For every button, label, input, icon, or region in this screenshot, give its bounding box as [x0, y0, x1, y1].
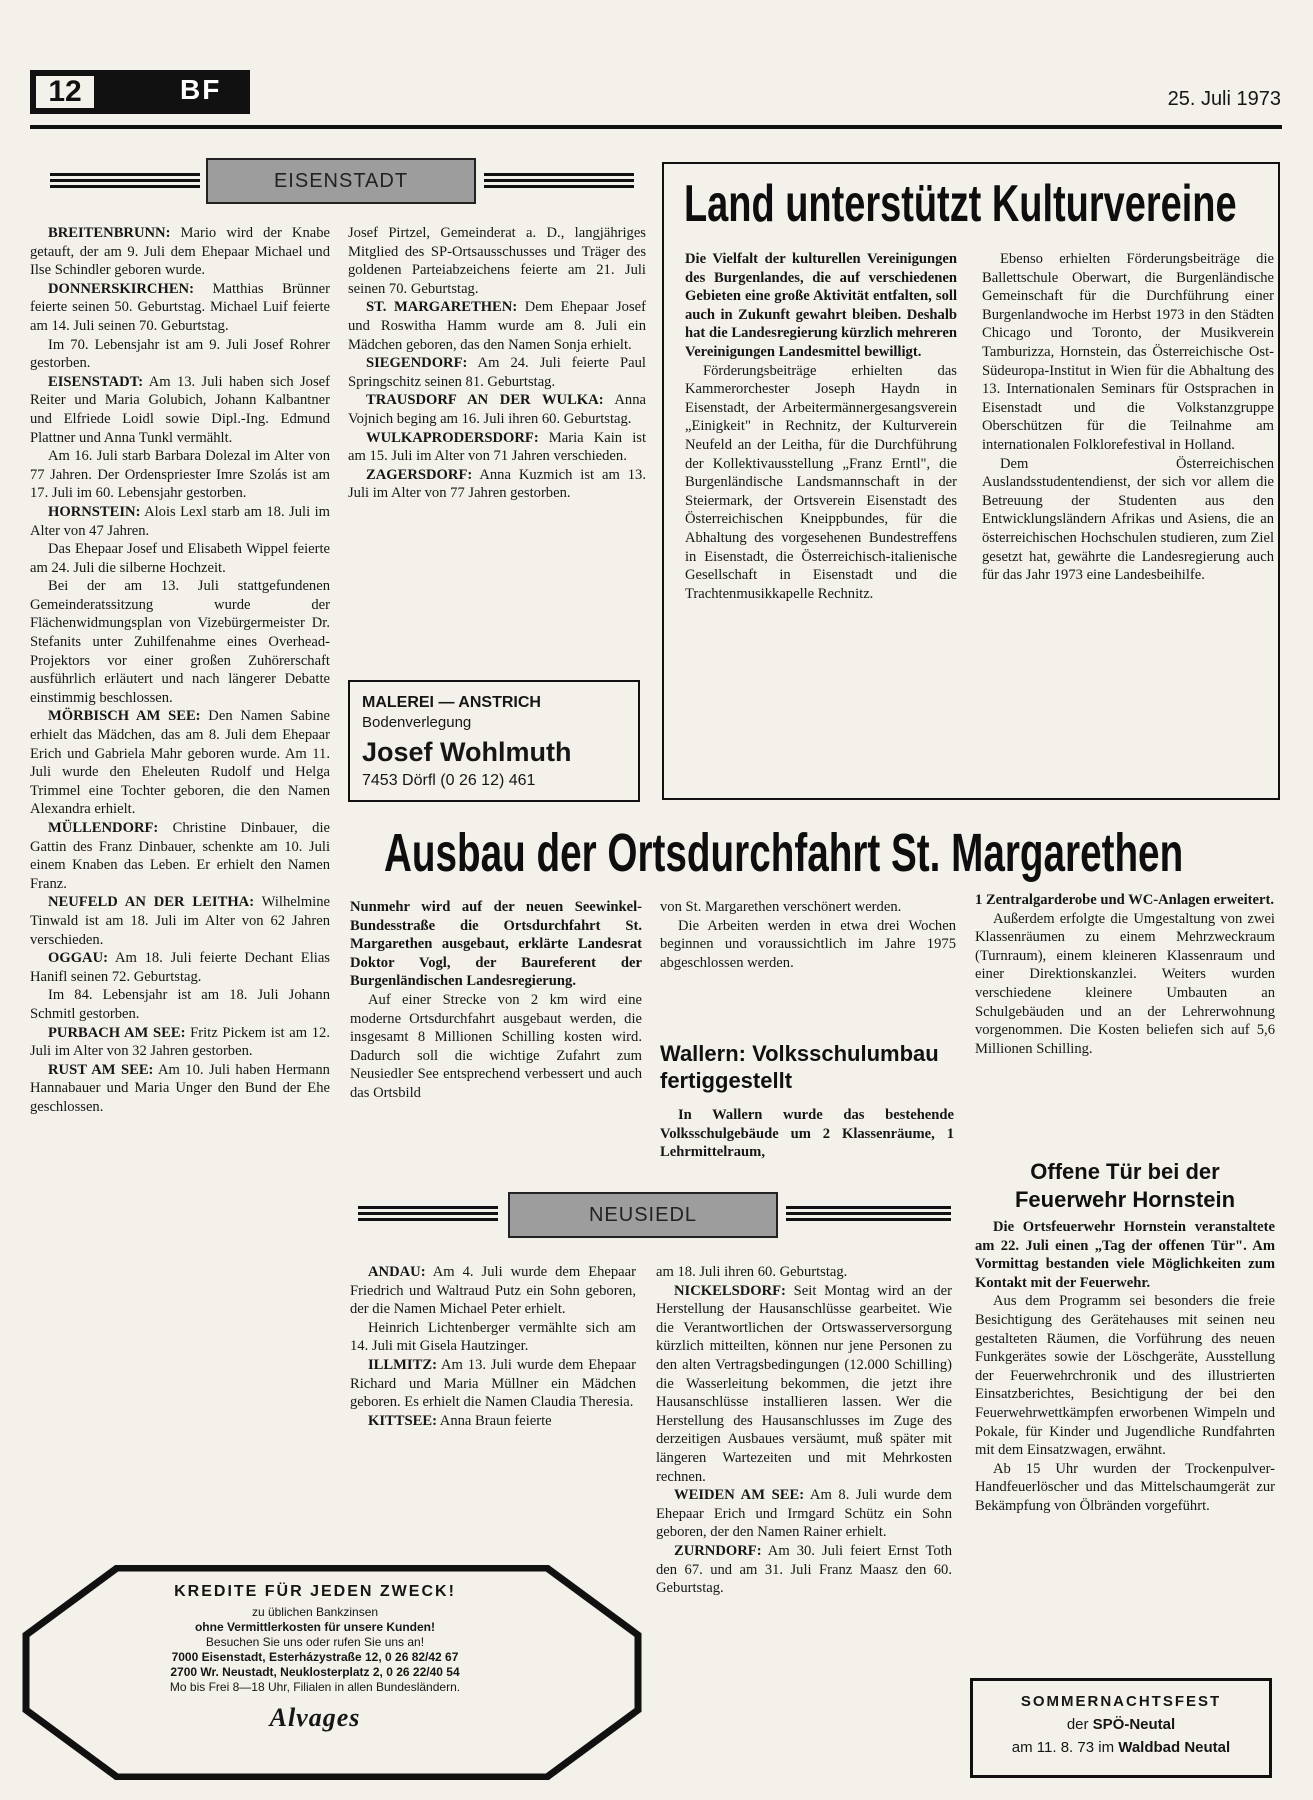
feuerwehr-headline: Offene Tür bei der Feuerwehr Hornstein [1014, 1159, 1236, 1212]
news-item-text: Am 8. Juli wurde dem Ehepaar Erich und Irmgard Schütz ein Sohn geboren, der den Namen Rainer erhielt. [656, 1487, 952, 1541]
kultur-paragraph-2: Ebenso erhielten Förderungsbeiträge die Ballettschule Oberwart, die Burgenländische Gemeinschaft für die Durchführung einer Burgenlandwoche im Herbst 1973 in den Städten Chicago und Toronto, der Musikverein Tamburizza, Hornstein, das Österreichische Ost-Südeuropa-Institut in Wien für die Abhaltung des 13. Internationalen Seminars für Ostsprachen in Eisenstadt und die Volkstanzgruppe Oberschützen für die Teilnahme am internationalen Folklorefestival in Holland. [982, 251, 1274, 453]
ausbau-headline: Ausbau der Ortsdurchfahrt St. Margarethen [384, 823, 1184, 883]
ad-kredite-line5: 2700 Wr. Neustadt, Neuklosterplatz 2, 0 26 22/40 54 [170, 1665, 460, 1679]
neusiedl-column-1 [350, 1263, 636, 1430]
news-item [348, 466, 646, 503]
news-item-place: RUST AM SEE: [48, 1061, 154, 1078]
news-item-text: Christine Dinbauer, die Gattin des Franz Dinbauer, schenkte am 10. Juli einem Knaben das Leben. Er erhielt den Namen Franz. [30, 820, 330, 892]
news-item [30, 280, 330, 336]
news-item-text: Alois Lexl starb am 18. Juli im Alter von 47 Jahren. [30, 503, 330, 539]
news-item [30, 373, 330, 447]
news-item [656, 1282, 952, 1487]
tag-lines-left [50, 173, 200, 191]
news-item [656, 1263, 952, 1282]
ad-sommer-line3-bold: Waldbad Neutal [1118, 1739, 1231, 1756]
news-item [30, 893, 330, 949]
news-item-place: NEUFELD AN DER LEITHA: [48, 894, 255, 911]
news-item-text: Maria Kain ist am 15. Juli im Alter von 71 Jahren verschieden. [348, 429, 646, 465]
news-item-text: Am 13. Juli wurde dem Ehepaar Richard und Maria Müllner ein Mädchen geboren. Es erhielt die Namen Claudia Theresia. [350, 1356, 636, 1411]
news-item-text: Fritz Pickem ist am 12. Juli im Alter von 32 Jahren gestorben. [30, 1024, 330, 1060]
eisenstadt-column-2 [348, 224, 646, 503]
news-item-text: Matthias Brünner feierte seinen 50. Geburtstag. Michael Luif feierte am 14. Juli seinen 70. Geburtstag. [30, 280, 330, 334]
news-item-place: MÜLLENDORF: [48, 820, 159, 836]
eisenstadt-column-1 [30, 224, 330, 1117]
news-item [30, 1061, 330, 1117]
news-item [30, 503, 330, 540]
kultur-paragraph-1: Förderungsbeiträge erhielten das Kammerorchester Joseph Haydn in Eisenstadt, der Arbeitermännergesangsverein „Einigkeit" in Rechnitz, der Kulturverein Neufeld an der Leitha, für die Durchführung der Kollektivausstellung „Franz Erntl", die Burgenländische Landsmannschaft in der Steiermark, der Ortsverein Eisenstadt des Österreichischen Kneippbundes, für die Abhaltung des vorgesehenen Bundestreffens in Eisenstadt, die Österreichisch-italienische Gesellschaft in Eisenstadt und die Trachtenmusikkapelle Rechnitz. [685, 362, 957, 602]
page-number-box [34, 74, 96, 110]
news-item-text: Seit Montag wird an der Herstellung der Hausanschlüsse gearbeitet. Wie die Verantwortlichen der Ortswasserversorgung kürzlich mitteilten, können nur jene Personen zu den alten Vertragsbedingungen (12.000 Schilling) die Wasserleitung bekommen, die jetzt ihre Hausanschlüsse installieren lassen. Wer die Herstellung des Hausanschlusses im Zuge des derzeitigen Ausbaues versäumt, muß später mit längeren Wartezeiten und mit Mehrkosten rechnen. [656, 1282, 952, 1485]
news-item [350, 1319, 636, 1356]
news-item-place: EISENSTADT: [48, 373, 144, 390]
news-item-text: Am 16. Juli starb Barbara Dolezal im Alter von 77 Jahren. Der Ordenspriester Imre Szolás ist am 17. Juli im 60. Lebensjahr gestorben. [30, 448, 330, 502]
news-item-text: am 18. Juli ihren 60. Geburtstag. [656, 1264, 848, 1280]
ausbau-column-2 [660, 898, 956, 972]
section-tag-eisenstadt: EISENSTADT [206, 158, 476, 204]
news-item-place: ILLMITZ: [368, 1356, 437, 1373]
ad-wohlmuth-name: Josef Wohlmuth [362, 737, 572, 767]
news-item-place: NICKELSDORF: [674, 1282, 786, 1299]
news-item-text: Am 4. Juli wurde dem Ehepaar Friedrich und Waltraud Putz ein Sohn geboren, der die Namen Michael Peter erhielt. [350, 1264, 636, 1318]
ad-wohlmuth [348, 680, 640, 802]
news-item [30, 224, 330, 280]
news-item-text: Wilhelmine Tinwald ist am 18. Juli im Alter von 62 Jahren verschieden. [30, 894, 330, 948]
news-item-place: WULKAPRODERSDORF: [366, 429, 539, 446]
ad-kredite-headline: KREDITE FÜR JEDEN ZWECK! [174, 1583, 456, 1600]
news-item [30, 949, 330, 986]
ad-kredite-line4: 7000 Eisenstadt, Esterházystraße 12, 0 26 82/42 67 [171, 1650, 459, 1664]
ausbau-paragraph-1: Auf einer Strecke von 2 km wird eine moderne Ortsdurchfahrt ausgebaut werden, die insgesamt 8 Millionen Schilling kosten wird. Dadurch soll die wichtige Zufahrt zum Neusiedler See entsprechend verbessert und auch das Ortsbild [350, 991, 642, 1101]
news-item-text: Mario wird der Knabe getauft, der am 9. Juli dem Ehepaar Michael und Ilse Schindler geboren wurde. [30, 225, 330, 279]
ad-sommer-line2 [973, 1716, 1269, 1733]
news-item-text: Im 84. Lebensjahr ist am 18. Juli Johann Schmitl gestorben. [30, 987, 330, 1022]
news-item [30, 819, 330, 893]
kultur-lead: Die Vielfalt der kulturellen Vereinigungen des Burgenlandes, die auf verschiedenen Gebieten eine große Aktivität entfalten, soll auch in Zukunft gewahrt bleiben. Deshalb hat die Landesregierung kürzlich mehreren Vereinigungen Landesmittel bewilligt. [685, 251, 957, 360]
ad-wohlmuth-address: 7453 Dörfl (0 26 12) 461 [362, 772, 536, 789]
news-item-text: Anna Vojnich beging am 16. Juli ihren 60. Geburtstag. [348, 392, 646, 427]
news-item-place: BREITENBRUNN: [48, 225, 171, 241]
news-item [30, 1024, 330, 1061]
news-item [348, 391, 646, 428]
feuerwehr-paragraph-2: Ab 15 Uhr wurden der Trockenpulver-Handfeuerlöscher und das Mittelschaumgerät zur Bekämpfung von Ölbränden vorgeführt. [975, 1460, 1275, 1514]
news-item-text: Heinrich Lichtenberger vermählte sich am 14. Juli mit Gisela Hautzinger. [350, 1319, 636, 1355]
news-item-place: ST. MARGARETHEN: [366, 299, 518, 316]
news-item-text: Anna Kuzmich ist am 13. Juli im Alter von 77 Jahren gestorben. [348, 466, 646, 502]
news-item [30, 986, 330, 1023]
news-item [348, 224, 646, 298]
kultur-headline: Land unterstützt Kulturvereine [684, 175, 1237, 233]
neusiedl-column-2 [656, 1263, 952, 1598]
wallern-headline: Wallern: Volksschulumbau fertiggestellt [660, 1041, 939, 1093]
ad-kredite-line6: Mo bis Frei 8—18 Uhr, Filialen in allen Bundesländern. [169, 1680, 461, 1694]
wallern-lead-cont: 1 Zentralgarderobe und WC-Anlagen erweitert. [975, 892, 1275, 908]
feuerwehr-column [975, 1218, 1275, 1516]
news-item-text: Im 70. Lebensjahr ist am 9. Juli Josef Rohrer gestorben. [30, 336, 330, 372]
news-item [350, 1356, 636, 1412]
news-item-text: Dem Ehepaar Josef und Roswitha Hamm wurde am 8. Juli ein Mädchen geboren, das den Namen Sonja erhielt. [348, 299, 646, 353]
issue-date: 25. Juli 1973 [1167, 88, 1281, 110]
wallern-lead [660, 1106, 954, 1162]
page-number: 12 [48, 75, 82, 108]
news-item [350, 1412, 636, 1431]
news-item [348, 354, 646, 391]
news-item-place: MÖRBISCH AM SEE: [48, 708, 201, 725]
news-item [350, 1263, 636, 1319]
news-item [30, 707, 330, 819]
news-item [656, 1542, 952, 1598]
section-code: BF [180, 74, 222, 105]
page-header-bar [30, 70, 250, 114]
news-item-text: Am 18. Juli feierte Dechant Elias Hanifl seinen 72. Geburtstag. [30, 950, 330, 985]
header-rule [30, 125, 1282, 129]
news-item [30, 336, 330, 373]
news-item-text: Den Namen Sabine erhielt das Mädchen, das am 8. Juli dem Ehepaar Erich und Gabriela Mahr geboren wurde. Am 11. Juli wurde den Eheleuten Rudolf und Helga Trimmel eine Tochter geboren, die den Namen Alexandra erhielt. [30, 708, 330, 818]
ad-kredite-content [110, 1583, 520, 1733]
news-item [30, 577, 330, 707]
kultur-column-1 [685, 250, 957, 603]
news-item-text: Anna Braun feierte [436, 1412, 552, 1429]
news-item-text: Bei der am 13. Juli stattgefundenen Gemeinderatssitzung wurde der Flächenwidmungsplan von Vizebürgermeister Dr. Stefanits unter Zuhilfenahme eines Overhead-Projektors vor einer großen Zuhörerschaft ausführlich erläutert und nach längerer Debatte einstimmig beschlossen. [30, 578, 330, 706]
tag-lines-right [484, 173, 634, 191]
ausbau-column-1 [350, 898, 642, 1103]
ad-sommer-line3 [973, 1739, 1269, 1756]
news-item-place: ANDAU: [368, 1264, 426, 1280]
news-item-place: TRAUSDORF AN DER WULKA: [366, 392, 604, 409]
wallern-paragraph-1: Außerdem erfolgte die Umgestaltung von zwei Klassenräumen zu einem Mehrzweckraum (Turnraum), einem kleineren Klassenraum und einer Direktionskanzlei. Weiters wurden verschiedene kleinere Umbauten an Schulgebäuden und an der Lehrerwohnung vorgenommen. Die Kosten beliefen sich auf 5,6 Millionen Schilling. [975, 910, 1275, 1057]
ad-sommernachtsfest [970, 1678, 1272, 1778]
ad-kredite-line3: Besuchen Sie uns oder rufen Sie uns an! [205, 1635, 425, 1649]
news-item-place: KITTSEE: [368, 1412, 437, 1429]
news-item-text: Josef Pirtzel, Gemeinderat a. D., langjähriges Mitglied des SP-Ortsausschusses und Träger des goldenen Parteiabzeichens feierte am 21. Juli seinen 70. Geburtstag. [348, 225, 646, 297]
ausbau-lead: Nunmehr wird auf der neuen Seewinkel-Bundesstraße die Ortsdurchfahrt St. Margarethen ausgebaut, erklärte Landesrat Doktor Vogl, der Baureferent der Burgenländischen Landesregierung. [350, 899, 642, 990]
news-item-place: PURBACH AM SEE: [48, 1024, 186, 1041]
news-item [656, 1486, 952, 1542]
ad-kredite-line1: zu üblichen Bankzinsen [251, 1605, 379, 1619]
kultur-column-2 [982, 250, 1274, 585]
news-item [348, 298, 646, 354]
news-item-text: Am 13. Juli haben sich Josef Reiter und Maria Golubich, Johann Kalbantner und Elfriede Loidl sowie Dipl.-Ing. Edmund Plattner und Anna Tunkl vermählt. [30, 373, 330, 446]
feuerwehr-paragraph-1: Aus dem Programm sei besonders die freie Besichtigung des Gerätehauses mit seinen neu gestalteten Räumen, die Vorführung des neuen Funkgerätes sowie der Löschgeräte, Ausstellung der Feuerwehrchronik und des illustrierten Einsatzberichtes, Besichtigung der bei den Feuerwehrwettkämpfen erworbenen Wimpeln und Pokale, für Kinder und Jugendliche Rundfahrten mit dem Einsatzwagen, erwähnt. [975, 1293, 1275, 1459]
news-item-place: WEIDEN AM SEE: [674, 1487, 805, 1504]
news-item-place: ZAGERSDORF: [366, 466, 473, 483]
news-item-place: HORNSTEIN: [48, 503, 141, 520]
ad-wohlmuth-line2: Bodenverlegung [362, 714, 472, 731]
ad-sommer-line2-pre: der [1066, 1716, 1093, 1733]
ad-wohlmuth-line1: MALEREI — ANSTRICH [362, 694, 541, 711]
news-item-place: ZURNDORF: [674, 1542, 762, 1559]
ad-sommer-line3-pre: am 11. 8. 73 im [1011, 1739, 1119, 1756]
wallern-column-2 [975, 891, 1275, 1058]
tag-lines-right-2 [786, 1206, 951, 1224]
ad-sommer-line2-bold: SPÖ-Neutal [1092, 1716, 1176, 1733]
news-item-text: Das Ehepaar Josef und Elisabeth Wippel feierte am 24. Juli die silberne Hochzeit. [30, 541, 330, 576]
kultur-paragraph-3: Dem Österreichischen Auslandsstudentendienst, der sich vor allem die Betreuung der Studenten aus den Entwicklungsländern Afrikas und Asiens, die an österreichischen Hochschulen studieren, zum Ziel gesetzt hat, gewährte die Landesregierung auch für das Jahr 1973 eine Landesbeihilfe. [982, 455, 1274, 584]
ausbau-paragraph-1-cont: von St. Margarethen verschönert werden. [660, 899, 902, 915]
news-item-place: SIEGENDORF: [366, 355, 468, 372]
news-item-place: OGGAU: [48, 950, 108, 967]
feuerwehr-lead: Die Ortsfeuerwehr Hornstein veranstaltete am 22. Juli einen „Tag der offenen Tür". Am Vormittag bestanden viele Möglichkeiten zum Kontakt mit der Feuerwehr. [975, 1219, 1275, 1291]
ad-kredite-brand: Alvages [269, 1703, 361, 1732]
news-item [30, 540, 330, 577]
news-item-place: DONNERSKIRCHEN: [48, 280, 194, 297]
wallern-lead-text: In Wallern wurde das bestehende Volksschulgebäude um 2 Klassenräume, 1 Lehrmittelraum, [660, 1107, 954, 1161]
news-item-text: Am 24. Juli feierte Paul Springschitz seinen 81. Geburtstag. [348, 355, 646, 390]
news-item [348, 429, 646, 466]
news-item-text: Am 10. Juli haben Hermann Hannabauer und Maria Unger den Bund der Ehe geschlossen. [30, 1061, 330, 1115]
tag-lines-left-2 [358, 1206, 498, 1224]
ad-sommer-line1: SOMMERNACHTSFEST [1020, 1693, 1222, 1710]
news-item [30, 447, 330, 503]
news-item-text: Am 30. Juli feiert Ernst Toth den 67. und am 31. Juli Franz Maasz den 60. Geburtstag. [656, 1542, 952, 1597]
section-tag-neusiedl: NEUSIEDL [508, 1192, 778, 1238]
ausbau-paragraph-2: Die Arbeiten werden in etwa drei Wochen beginnen und voraussichtlich im Jahre 1975 abgeschlossen werden. [660, 917, 956, 971]
ad-kredite-line2: ohne Vermittlerkosten für unsere Kunden! [194, 1620, 436, 1634]
